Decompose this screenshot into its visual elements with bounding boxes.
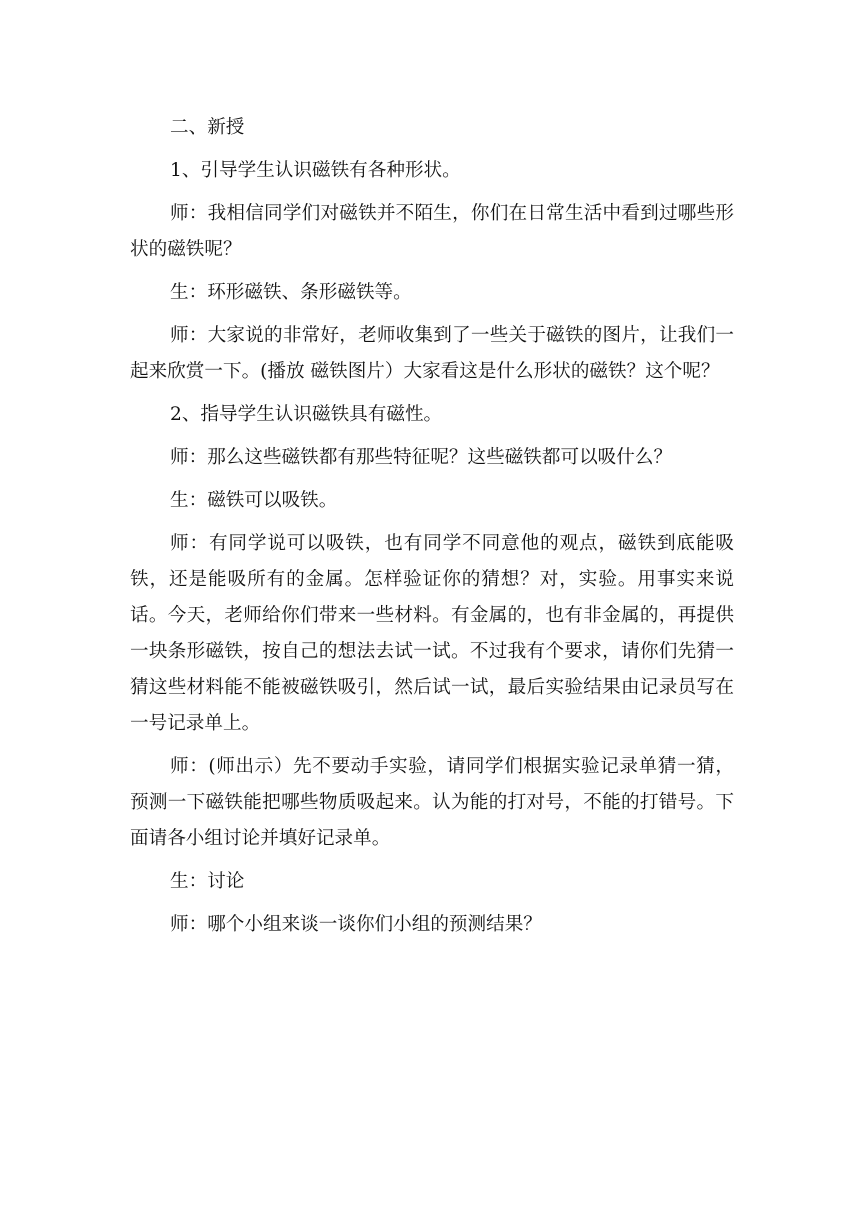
section-heading: 二、新授 bbox=[170, 117, 245, 138]
paragraph: 生：环形磁铁、条形磁铁等。 bbox=[170, 282, 412, 303]
subsection-heading: 2、指导学生认识磁铁具有磁性。 bbox=[170, 404, 443, 425]
paragraph: 师：(师出示）先不要动手实验，请同学们根据实验记录单猜一猜，预测一下磁铁能把哪些物质吸起来。认为能的打对号，不能的打错号。下面请各小组讨论并填好记录单。 bbox=[130, 756, 734, 849]
subsection-heading: 1、引导学生认识磁铁有各种形状。 bbox=[170, 160, 461, 181]
paragraph: 生：磁铁可以吸铁。 bbox=[170, 490, 338, 511]
paragraph: 师：我相信同学们对磁铁并不陌生，你们在日常生活中看到过哪些形状的磁铁呢？ bbox=[130, 203, 734, 260]
paragraph: 师：大家说的非常好，老师收集到了一些关于磁铁的图片，让我们一起来欣赏一下。(播放 磁铁图片）大家看这是什么形状的磁铁？这个呢？ bbox=[130, 325, 734, 382]
paragraph: 师：那么这些磁铁都有那些特征呢？这些磁铁都可以吸什么？ bbox=[170, 447, 673, 468]
paragraph: 生：讨论 bbox=[170, 871, 245, 892]
paragraph: 师：有同学说可以吸铁，也有同学不同意他的观点，磁铁到底能吸铁，还是能吸所有的金属。怎样验证你的猜想？对，实验。用事实来说话。今天，老师给你们带来一些材料。有金属的，也有非金属的，再提供一块条形磁铁，按自己的想法去试一试。不过我有个要求，请你们先猜一猜这些材料能不能被磁铁吸引，然后试一试，最后实验结果由记录员写在一号记录单上。 bbox=[130, 533, 734, 734]
document-body bbox=[130, 110, 734, 950]
paragraph: 师：哪个小组来谈一谈你们小组的预测结果？ bbox=[170, 914, 542, 935]
